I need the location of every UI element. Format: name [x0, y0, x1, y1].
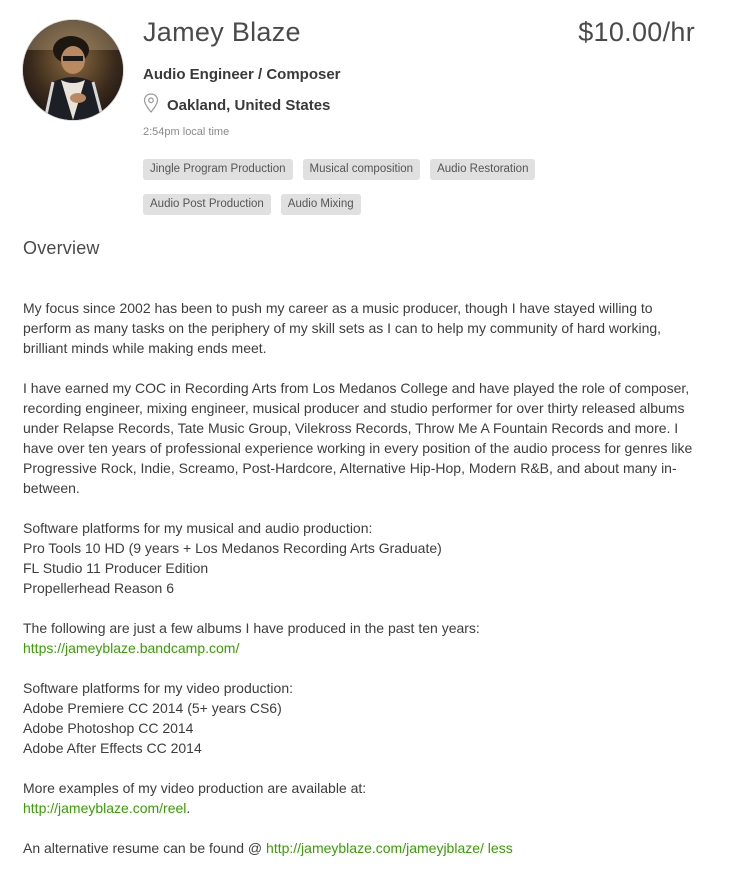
text-line: Propellerhead Reason 6	[23, 580, 174, 596]
text-line: Pro Tools 10 HD (9 years + Los Medanos Recording Arts Graduate)	[23, 540, 442, 556]
overview-paragraph	[23, 838, 703, 858]
overview-paragraph: My focus since 2002 has been to push my career as a music producer, though I have stayed willing to perform as many tasks on the periphery of my skill sets as I can to help my community of hard working, brilliant minds while making ends meet.	[23, 300, 662, 356]
overview-paragraph	[23, 678, 703, 758]
freelancer-name: Jamey Blaze	[143, 17, 301, 47]
skill-tag[interactable]: Audio Restoration	[430, 159, 535, 180]
text-line: The following are just a few albums I have produced in the past ten years:	[23, 620, 480, 636]
skill-tag[interactable]: Audio Mixing	[281, 194, 361, 215]
text-line: Adobe After Effects CC 2014	[23, 740, 202, 756]
resume-link[interactable]: http://jameyblaze.com/jameyjblaze/	[266, 840, 484, 856]
skill-tag[interactable]: Musical composition	[303, 159, 421, 180]
overview-paragraph	[23, 778, 703, 818]
overview-heading: Overview	[23, 238, 100, 258]
text-line: Adobe Photoshop CC 2014	[23, 720, 194, 736]
skill-tag[interactable]: Audio Post Production	[143, 194, 271, 215]
less-toggle-link[interactable]: less	[487, 840, 513, 856]
avatar	[23, 20, 123, 120]
text-line: An alternative resume can be found @	[23, 840, 267, 856]
local-time: 2:54pm local time	[143, 126, 230, 138]
overview-paragraph	[23, 618, 703, 658]
punctuation: .	[186, 800, 191, 816]
reel-link[interactable]: http://jameyblaze.com/reel	[23, 800, 187, 816]
text-line: Adobe Premiere CC 2014 (5+ years CS6)	[23, 700, 282, 716]
overview-paragraph: I have earned my COC in Recording Arts from Los Medanos College and have played the role of composer, recording engineer, mixing engineer, musical producer and studio performer for over thirty released albums under Relapse Records, Tate Music Group, Vilekross Records, Throw Me A Fountain Records and more. I have over ten years of professional experience working in every position of the audio process for genres like Progressive Rock, Indie, Screamo, Post-Hardcore, Alternative Hip-Hop, Modern R&B, and about many in-between.	[23, 380, 693, 496]
location	[143, 93, 330, 117]
bandcamp-link[interactable]: https://jameyblaze.bandcamp.com/	[23, 640, 240, 656]
skill-tags	[143, 159, 593, 215]
location-text: Oakland, United States	[167, 96, 331, 114]
text-line: Software platforms for my video production:	[23, 680, 294, 696]
avatar-image	[23, 20, 123, 120]
text-line: Software platforms for my musical and audio production:	[23, 520, 373, 536]
overview-text	[23, 298, 703, 878]
overview-paragraph	[23, 518, 703, 598]
skill-tag[interactable]: Jingle Program Production	[143, 159, 293, 180]
text-line: FL Studio 11 Producer Edition	[23, 560, 209, 576]
map-pin-icon	[143, 93, 167, 117]
text-line: More examples of my video production are available at:	[23, 780, 367, 796]
hourly-rate: $10.00/hr	[578, 17, 695, 47]
profile-title: Audio Engineer / Composer	[143, 66, 341, 83]
